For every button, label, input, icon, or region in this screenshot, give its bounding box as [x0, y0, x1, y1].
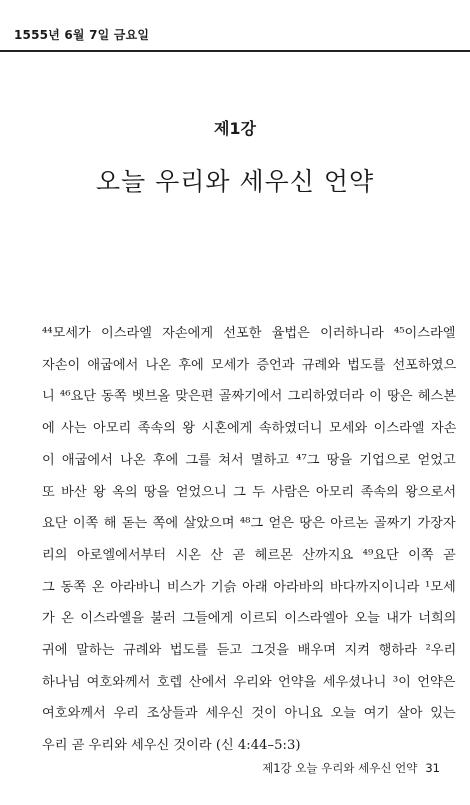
passage-line: ⁴⁴모세가 이스라엘 자손에게 선포한 율법은 이러하니라 ⁴⁵이스라엘	[42, 326, 456, 341]
passage-line: 이 애굽에서 나온 후에 그를 쳐서 멸하고 ⁴⁷그 땅을 기업으로 얻었고	[42, 452, 456, 468]
scripture-passage	[42, 318, 456, 762]
header-date: 1555년 6월 7일 금요일	[14, 28, 150, 42]
passage-line: 우리 곧 우리와 세우신 것이라 (신 4:44–5:3)	[42, 738, 301, 754]
passage-line: 리의 아로엘에서부터 시온 산 곧 헤르몬 산까지요 ⁴⁹요단 이쪽 곧	[42, 547, 456, 563]
passage-line: 하나님 여호와께서 호렙 산에서 우리와 언약을 세우셨나니 ³이 언약은	[42, 674, 456, 690]
passage-line: 여호와께서 우리 조상들과 세우신 것이 아니요 오늘 여기 살아 있는	[42, 706, 456, 722]
passage-line: 또 바산 왕 옥의 땅을 얻었으니 그 두 사람은 아모리 족속의 왕으로서	[42, 484, 457, 500]
passage-line: 귀에 말하는 규례와 법도를 듣고 그것을 배우며 지켜 행하라 ²우리	[42, 643, 457, 659]
header-rule	[0, 50, 470, 52]
passage-line: 그 동쪽 온 아라바니 비스가 기슭 아래 아라바의 바다까지이니라 ¹모세	[42, 579, 456, 595]
chapter-number: 제1강	[213, 119, 257, 138]
passage-line: 가 온 이스라엘을 불러 그들에게 이르되 이스라엘아 오늘 내가 너희의	[42, 611, 457, 627]
page-footer	[262, 760, 440, 776]
page-header	[0, 0, 470, 62]
passage-line: 자손이 애굽에서 나온 후에 모세가 증언과 규례와 법도를 선포하였으	[42, 357, 457, 373]
passage-line: 에 사는 아모리 족속의 왕 시혼에게 속하였더니 모세와 이스라엘 자손	[42, 421, 457, 437]
chapter-title: 오늘 우리와 세우신 언약	[95, 167, 375, 196]
running-title: 제1강 오늘 우리와 세우신 언약	[262, 761, 418, 775]
page-number: 31	[425, 761, 440, 775]
passage-line: 요단 이쪽 해 돋는 쪽에 살았으며 ⁴⁸그 얻은 땅은 아르논 골짜기 가장자	[42, 516, 456, 532]
passage-line: 니 ⁴⁶요단 동쪽 벳브올 맞은편 골짜기에서 그리하였더라 이 땅은 헤스본	[42, 389, 456, 405]
